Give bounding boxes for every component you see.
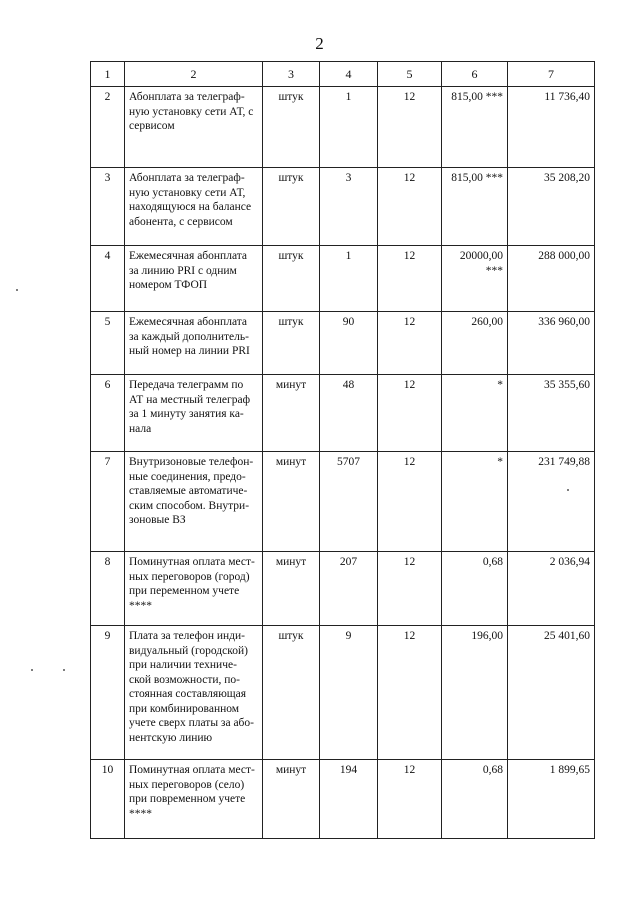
service-name-cell: Передача телеграмм по АТ на местный телеграф за 1 минуту занятия ка-нала (125, 375, 263, 452)
header-cell: 3 (263, 62, 320, 87)
table-row (91, 760, 595, 839)
quantity-cell: 1 (320, 246, 378, 312)
unit-price-cell: 260,00 (442, 312, 508, 375)
service-name-cell: Поминутная оплата мест-ных переговоров (село) при повременном учете **** (125, 760, 263, 839)
scan-speck (567, 489, 569, 491)
total-amount-cell: 336 960,00 (508, 312, 595, 375)
months-cell: 12 (378, 168, 442, 246)
table-row (91, 626, 595, 760)
unit-cell: штук (263, 312, 320, 375)
table-row (91, 87, 595, 168)
header-cell: 5 (378, 62, 442, 87)
row-number-cell: 8 (91, 552, 125, 626)
scan-speck (31, 669, 33, 671)
months-cell: 12 (378, 626, 442, 760)
row-number-cell: 2 (91, 87, 125, 168)
service-name-cell: Ежемесячная абонплата за линию PRI с одним номером ТФОП (125, 246, 263, 312)
unit-cell: штук (263, 168, 320, 246)
table-row (91, 168, 595, 246)
table-row (91, 375, 595, 452)
unit-price-cell: 20000,00 *** (442, 246, 508, 312)
service-name-cell: Внутризоновые телефон-ные соединения, предо-ставляемые автоматиче-ским способом. Внутри-зоновые ВЗ (125, 452, 263, 552)
quantity-cell: 194 (320, 760, 378, 839)
service-name-cell: Плата за телефон инди-видуальный (городской) при наличии техниче-ской возможности, по-стоянная составляющая при комбинированном учете сверх платы за або-нентскую линию (125, 626, 263, 760)
row-number-cell: 5 (91, 312, 125, 375)
months-cell: 12 (378, 87, 442, 168)
service-name-cell: Поминутная оплата мест-ных переговоров (город) при переменном учете **** (125, 552, 263, 626)
months-cell: 12 (378, 760, 442, 839)
total-amount-cell: 25 401,60 (508, 626, 595, 760)
scan-speck (16, 289, 18, 291)
unit-price-cell: 815,00 *** (442, 87, 508, 168)
service-name-cell: Абонплата за телеграф-ную установку сети АТ, с сервисом (125, 87, 263, 168)
header-cell: 1 (91, 62, 125, 87)
total-amount-cell: 35 208,20 (508, 168, 595, 246)
months-cell: 12 (378, 452, 442, 552)
service-name-cell: Ежемесячная абонплата за каждый дополнитель-ный номер на линии PRI (125, 312, 263, 375)
header-cell: 4 (320, 62, 378, 87)
service-name-cell: Абонплата за телеграф-ную установку сети АТ, находящуюся на балансе абонента, с сервисом (125, 168, 263, 246)
table-row (91, 552, 595, 626)
unit-cell: минут (263, 760, 320, 839)
row-number-cell: 10 (91, 760, 125, 839)
unit-price-cell: 815,00 *** (442, 168, 508, 246)
quantity-cell: 3 (320, 168, 378, 246)
total-amount-cell: 11 736,40 (508, 87, 595, 168)
quantity-cell: 48 (320, 375, 378, 452)
total-amount-cell: 231 749,88 (508, 452, 595, 552)
total-amount-cell: 1 899,65 (508, 760, 595, 839)
row-number-cell: 4 (91, 246, 125, 312)
unit-cell: минут (263, 552, 320, 626)
unit-cell: минут (263, 452, 320, 552)
months-cell: 12 (378, 552, 442, 626)
total-amount-cell: 288 000,00 (508, 246, 595, 312)
unit-cell: штук (263, 626, 320, 760)
unit-price-cell: 0,68 (442, 760, 508, 839)
header-cell: 7 (508, 62, 595, 87)
scan-speck (63, 669, 65, 671)
table-row (91, 246, 595, 312)
tariff-table (90, 61, 595, 839)
page-number: 2 (315, 34, 324, 53)
unit-price-cell: * (442, 375, 508, 452)
table-row (91, 312, 595, 375)
unit-price-cell: 196,00 (442, 626, 508, 760)
months-cell: 12 (378, 375, 442, 452)
quantity-cell: 207 (320, 552, 378, 626)
row-number-cell: 3 (91, 168, 125, 246)
header-cell: 6 (442, 62, 508, 87)
quantity-cell: 1 (320, 87, 378, 168)
months-cell: 12 (378, 246, 442, 312)
table-row (91, 452, 595, 552)
quantity-cell: 5707 (320, 452, 378, 552)
total-amount-cell: 35 355,60 (508, 375, 595, 452)
total-amount-cell: 2 036,94 (508, 552, 595, 626)
unit-price-cell: * (442, 452, 508, 552)
quantity-cell: 9 (320, 626, 378, 760)
header-cell: 2 (125, 62, 263, 87)
row-number-cell: 6 (91, 375, 125, 452)
unit-cell: штук (263, 87, 320, 168)
quantity-cell: 90 (320, 312, 378, 375)
table-header-row (91, 62, 595, 87)
months-cell: 12 (378, 312, 442, 375)
unit-price-cell: 0,68 (442, 552, 508, 626)
unit-cell: минут (263, 375, 320, 452)
unit-cell: штук (263, 246, 320, 312)
row-number-cell: 9 (91, 626, 125, 760)
row-number-cell: 7 (91, 452, 125, 552)
